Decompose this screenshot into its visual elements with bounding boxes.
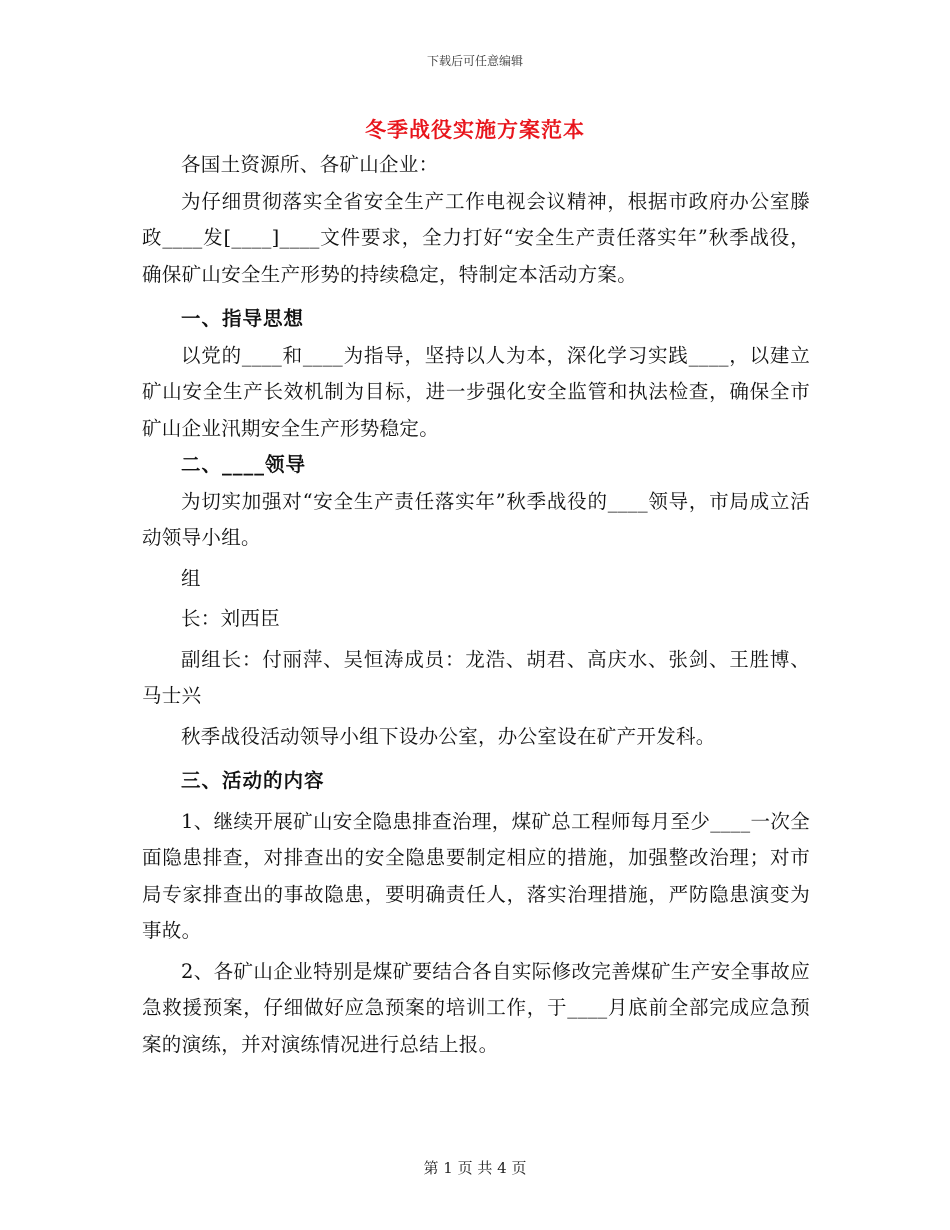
page-header-note: 下载后可任意编辑 (426, 54, 523, 68)
section-heading-activities: 三、活动的内容 (181, 769, 325, 792)
leader-line-1: 组 (181, 566, 201, 590)
intro-paragraph: 为仔细贯彻落实全省安全生产工作电视会议精神，根据市政府办公室滕政____发[____]____文件要求，全力打好“安全生产责任落实年”秋季战役，确保矿山安全生产形势的持续稳定，特制定本活动方案。 (142, 189, 810, 286)
section-body-leadership: 为切实加强对“安全生产责任落实年”秋季战役的____领导，市局成立活动领导小组。 (142, 489, 810, 549)
deputies-and-members: 副组长：付丽萍、吴恒涛成员：龙浩、胡君、高庆水、张剑、王胜博、马士兴 (142, 647, 810, 707)
document-body (142, 147, 810, 1063)
activity-item-2: 2、各矿山企业特别是煤矿要结合各自实际修改完善煤矿生产安全事故应急救援预案，仔细做好应急预案的培训工作，于____月底前全部完成应急预案的演练，并对演练情况进行总结上报。 (142, 959, 810, 1056)
section-heading-guiding-ideology: 一、指导思想 (181, 307, 305, 330)
leader-line-2: 长：刘西臣 (181, 607, 281, 630)
office-note: 秋季战役活动领导小组下设办公室，办公室设在矿产开发科。 (181, 724, 716, 748)
section-heading-leadership: 二、____领导 (181, 453, 307, 476)
page-number: 第 1 页 共 4 页 (423, 1159, 527, 1177)
section-body-guiding-ideology: 以党的____和____为指导，坚持以人为本，深化学习实践____，以建立矿山安全生产长效机制为目标，进一步强化安全监管和执法检查，确保全市矿山企业汛期安全生产形势稳定。 (142, 343, 810, 440)
salutation: 各国土资源所、各矿山企业： (181, 153, 439, 176)
document-title: 冬季战役实施方案范本 (365, 117, 585, 142)
activity-item-1: 1、继续开展矿山安全隐患排查治理，煤矿总工程师每月至少____一次全面隐患排查，对排查出的安全隐患要制定相应的措施，加强整改治理；对市局专家排查出的事故隐患，要明确责任人，落实治理措施，严防隐患演变为事故。 (142, 809, 810, 942)
